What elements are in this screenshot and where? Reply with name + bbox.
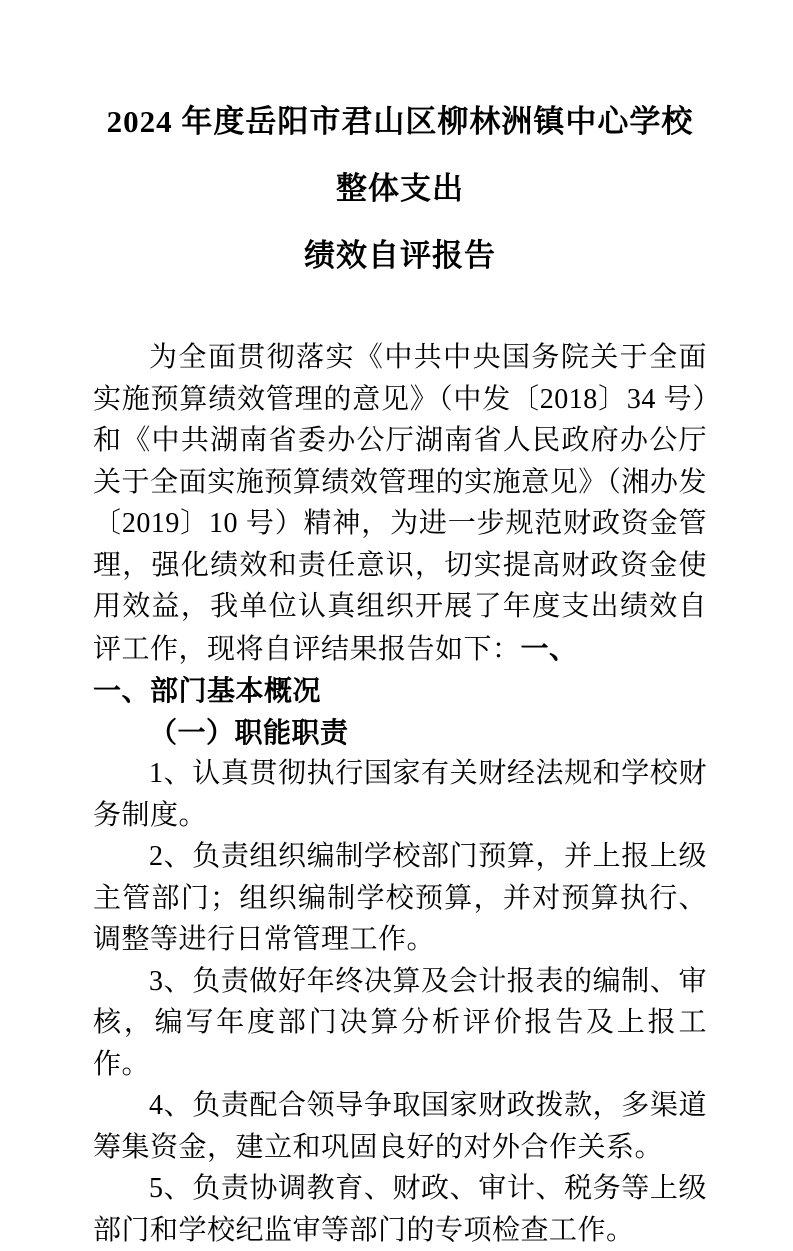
document-title [93,88,707,289]
document-title-line-2: 整体支出 [336,171,464,206]
intro-trailing-bold: 一、 [520,632,578,664]
document-body [93,337,707,1251]
duty-item-1: 1、认真贯彻执行国家有关财经法规和学校财务制度。 [93,758,707,831]
document-title-line-1: 2024 年度岳阳市君山区柳林洲镇中心学校 [106,104,694,139]
duty-item-5: 5、负责协调教育、财政、审计、税务等上级部门和学校纪监审等部门的专项检查工作。 [93,1173,707,1246]
section-heading-1: 一、部门基本概况 [93,675,322,706]
intro-paragraph [93,337,707,670]
duty-item-4: 4、负责配合领导争取国家财政拨款，多渠道筹集资金，建立和巩固良好的对外合作关系。 [93,1090,707,1163]
duty-item-2: 2、负责组织编制学校部门预算，并上报上级主管部门；组织编制学校预算，并对预算执行、调整等进行日常管理工作。 [93,841,707,955]
intro-text: 为全面贯彻落实《中共中央国务院关于全面实施预算绩效管理的意见》（中发〔2018〕34 号）和《中共湖南省委办公厅湖南省人民政府办公厅关于全面实施预算绩效管理的实施意见》（湘办发〔2019〕10 号）精神，为进一步规范财政资金管理，强化绩效和责任意识，切实提高财政资金使用效益，我单位认真组织开展了年度支出绩效自评工作，现将自评结果报告如下： [93,342,707,665]
subsection-heading-1: （一）职能职责 [149,716,349,748]
document-title-line-3: 绩效自评报告 [304,238,496,273]
duty-item-3: 3、负责做好年终决算及会计报表的编制、审核，编写年度部门决算分析评价报告及上报工作。 [93,965,707,1080]
